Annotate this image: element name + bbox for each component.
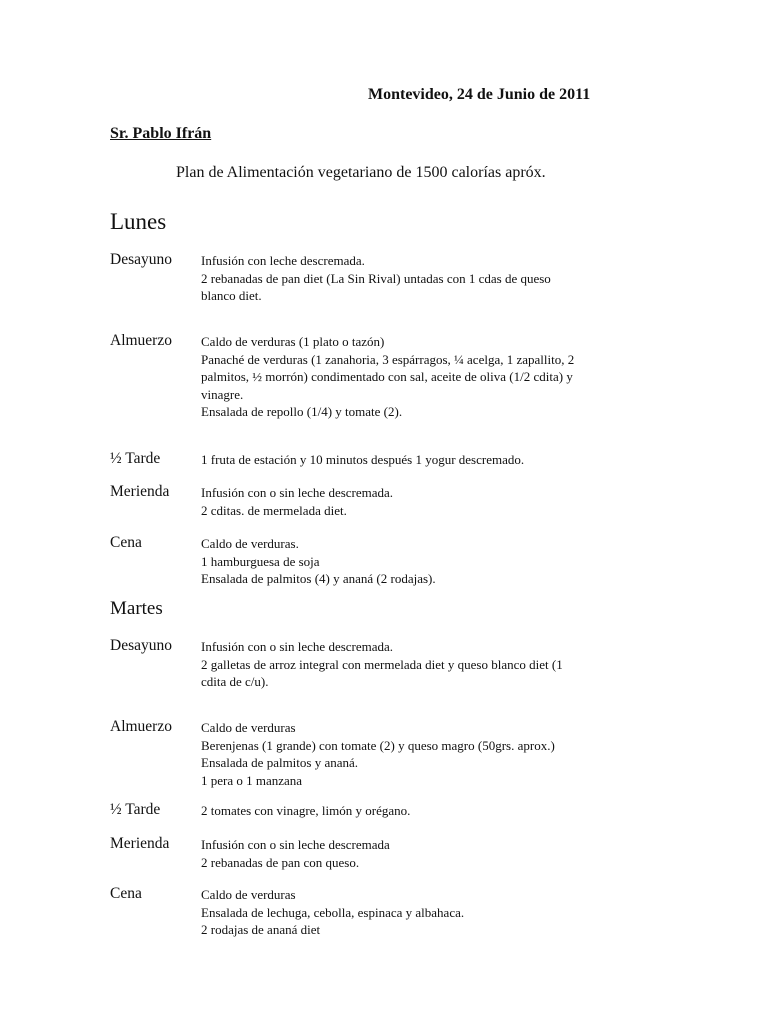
meal-name: Merienda — [110, 835, 170, 852]
meal-line: Panaché de verduras (1 zanahoria, 3 espárragos, ¼ acelga, 1 zapallito, 2 — [201, 351, 575, 367]
meal-line: 1 pera o 1 manzana — [201, 772, 303, 788]
meal-description — [201, 802, 656, 820]
meal-line: Ensalada de palmitos (4) y ananá (2 rodajas). — [201, 571, 436, 586]
meal-line: Infusión con leche descremada. — [201, 253, 365, 268]
meal-line: blanco diet. — [201, 288, 262, 303]
day-heading-lunes: Lunes — [110, 209, 167, 234]
meal-name: Desayuno — [110, 637, 172, 654]
meal-line: Infusión con o sin leche descremada. — [201, 485, 394, 500]
meal-line: Ensalada de palmitos y ananá. — [201, 755, 359, 770]
meal-name: Almuerzo — [110, 332, 172, 349]
meal-name: ½ Tarde — [110, 450, 161, 467]
meal-line: 2 galletas de arroz integral con mermelada diet y queso blanco diet (1 — [201, 656, 563, 672]
meal-description — [201, 886, 656, 939]
meal-description — [201, 451, 656, 469]
meal-line: 2 tomates con vinagre, limón y orégano. — [201, 803, 411, 818]
meal-description — [201, 638, 656, 691]
meal-line: Ensalada de lechuga, cebolla, espinaca y albahaca. — [201, 904, 465, 920]
meal-line: Caldo de verduras (1 plato o tazón) — [201, 334, 385, 349]
meal-line: Caldo de verduras — [201, 720, 296, 735]
meal-line: vinagre. — [201, 386, 244, 402]
meal-name: Desayuno — [110, 251, 172, 268]
meal-line: Caldo de verduras. — [201, 536, 299, 551]
meal-name: Cena — [110, 534, 142, 551]
meal-description — [201, 252, 656, 305]
meal-description — [201, 836, 656, 871]
meal-description — [201, 719, 656, 789]
meal-line: Caldo de verduras — [201, 887, 296, 902]
meal-description — [201, 333, 656, 421]
meal-name: ½ Tarde — [110, 801, 161, 818]
meal-line: Infusión con o sin leche descremada — [201, 837, 390, 852]
meal-line: 2 rebanadas de pan diet (La Sin Rival) untadas con 1 cdas de queso — [201, 270, 551, 286]
meal-line: Infusión con o sin leche descremada. — [201, 639, 394, 654]
meal-line: Ensalada de repollo (1/4) y tomate (2). — [201, 404, 403, 419]
meal-line: Berenjenas (1 grande) con tomate (2) y queso magro (50grs. aprox.) — [201, 737, 555, 753]
recipient-name: Sr. Pablo Ifrán — [110, 125, 212, 142]
meal-line: 1 fruta de estación y 10 minutos después 1 yogur descremado. — [201, 452, 525, 467]
plan-title: Plan de Alimentación vegetariano de 1500 calorías apróx. — [176, 164, 546, 181]
meal-line: 2 rodajas de ananá diet — [201, 922, 321, 937]
meal-line: 2 rebanadas de pan con queso. — [201, 854, 360, 870]
meal-name: Cena — [110, 885, 142, 902]
meal-description — [201, 535, 656, 588]
meal-line: 1 hamburguesa de soja — [201, 553, 320, 569]
day-heading-martes: Martes — [110, 598, 163, 619]
meal-line: palmitos, ½ morrón) condimentado con sal, aceite de oliva (1/2 cdita) y — [201, 369, 573, 384]
meal-line: 2 cditas. de mermelada diet. — [201, 502, 347, 518]
meal-line: cdita de c/u). — [201, 674, 269, 689]
meal-description — [201, 484, 656, 519]
letter-date: Montevideo, 24 de Junio de 2011 — [368, 86, 591, 103]
meal-name: Almuerzo — [110, 718, 172, 735]
meal-name: Merienda — [110, 483, 170, 500]
